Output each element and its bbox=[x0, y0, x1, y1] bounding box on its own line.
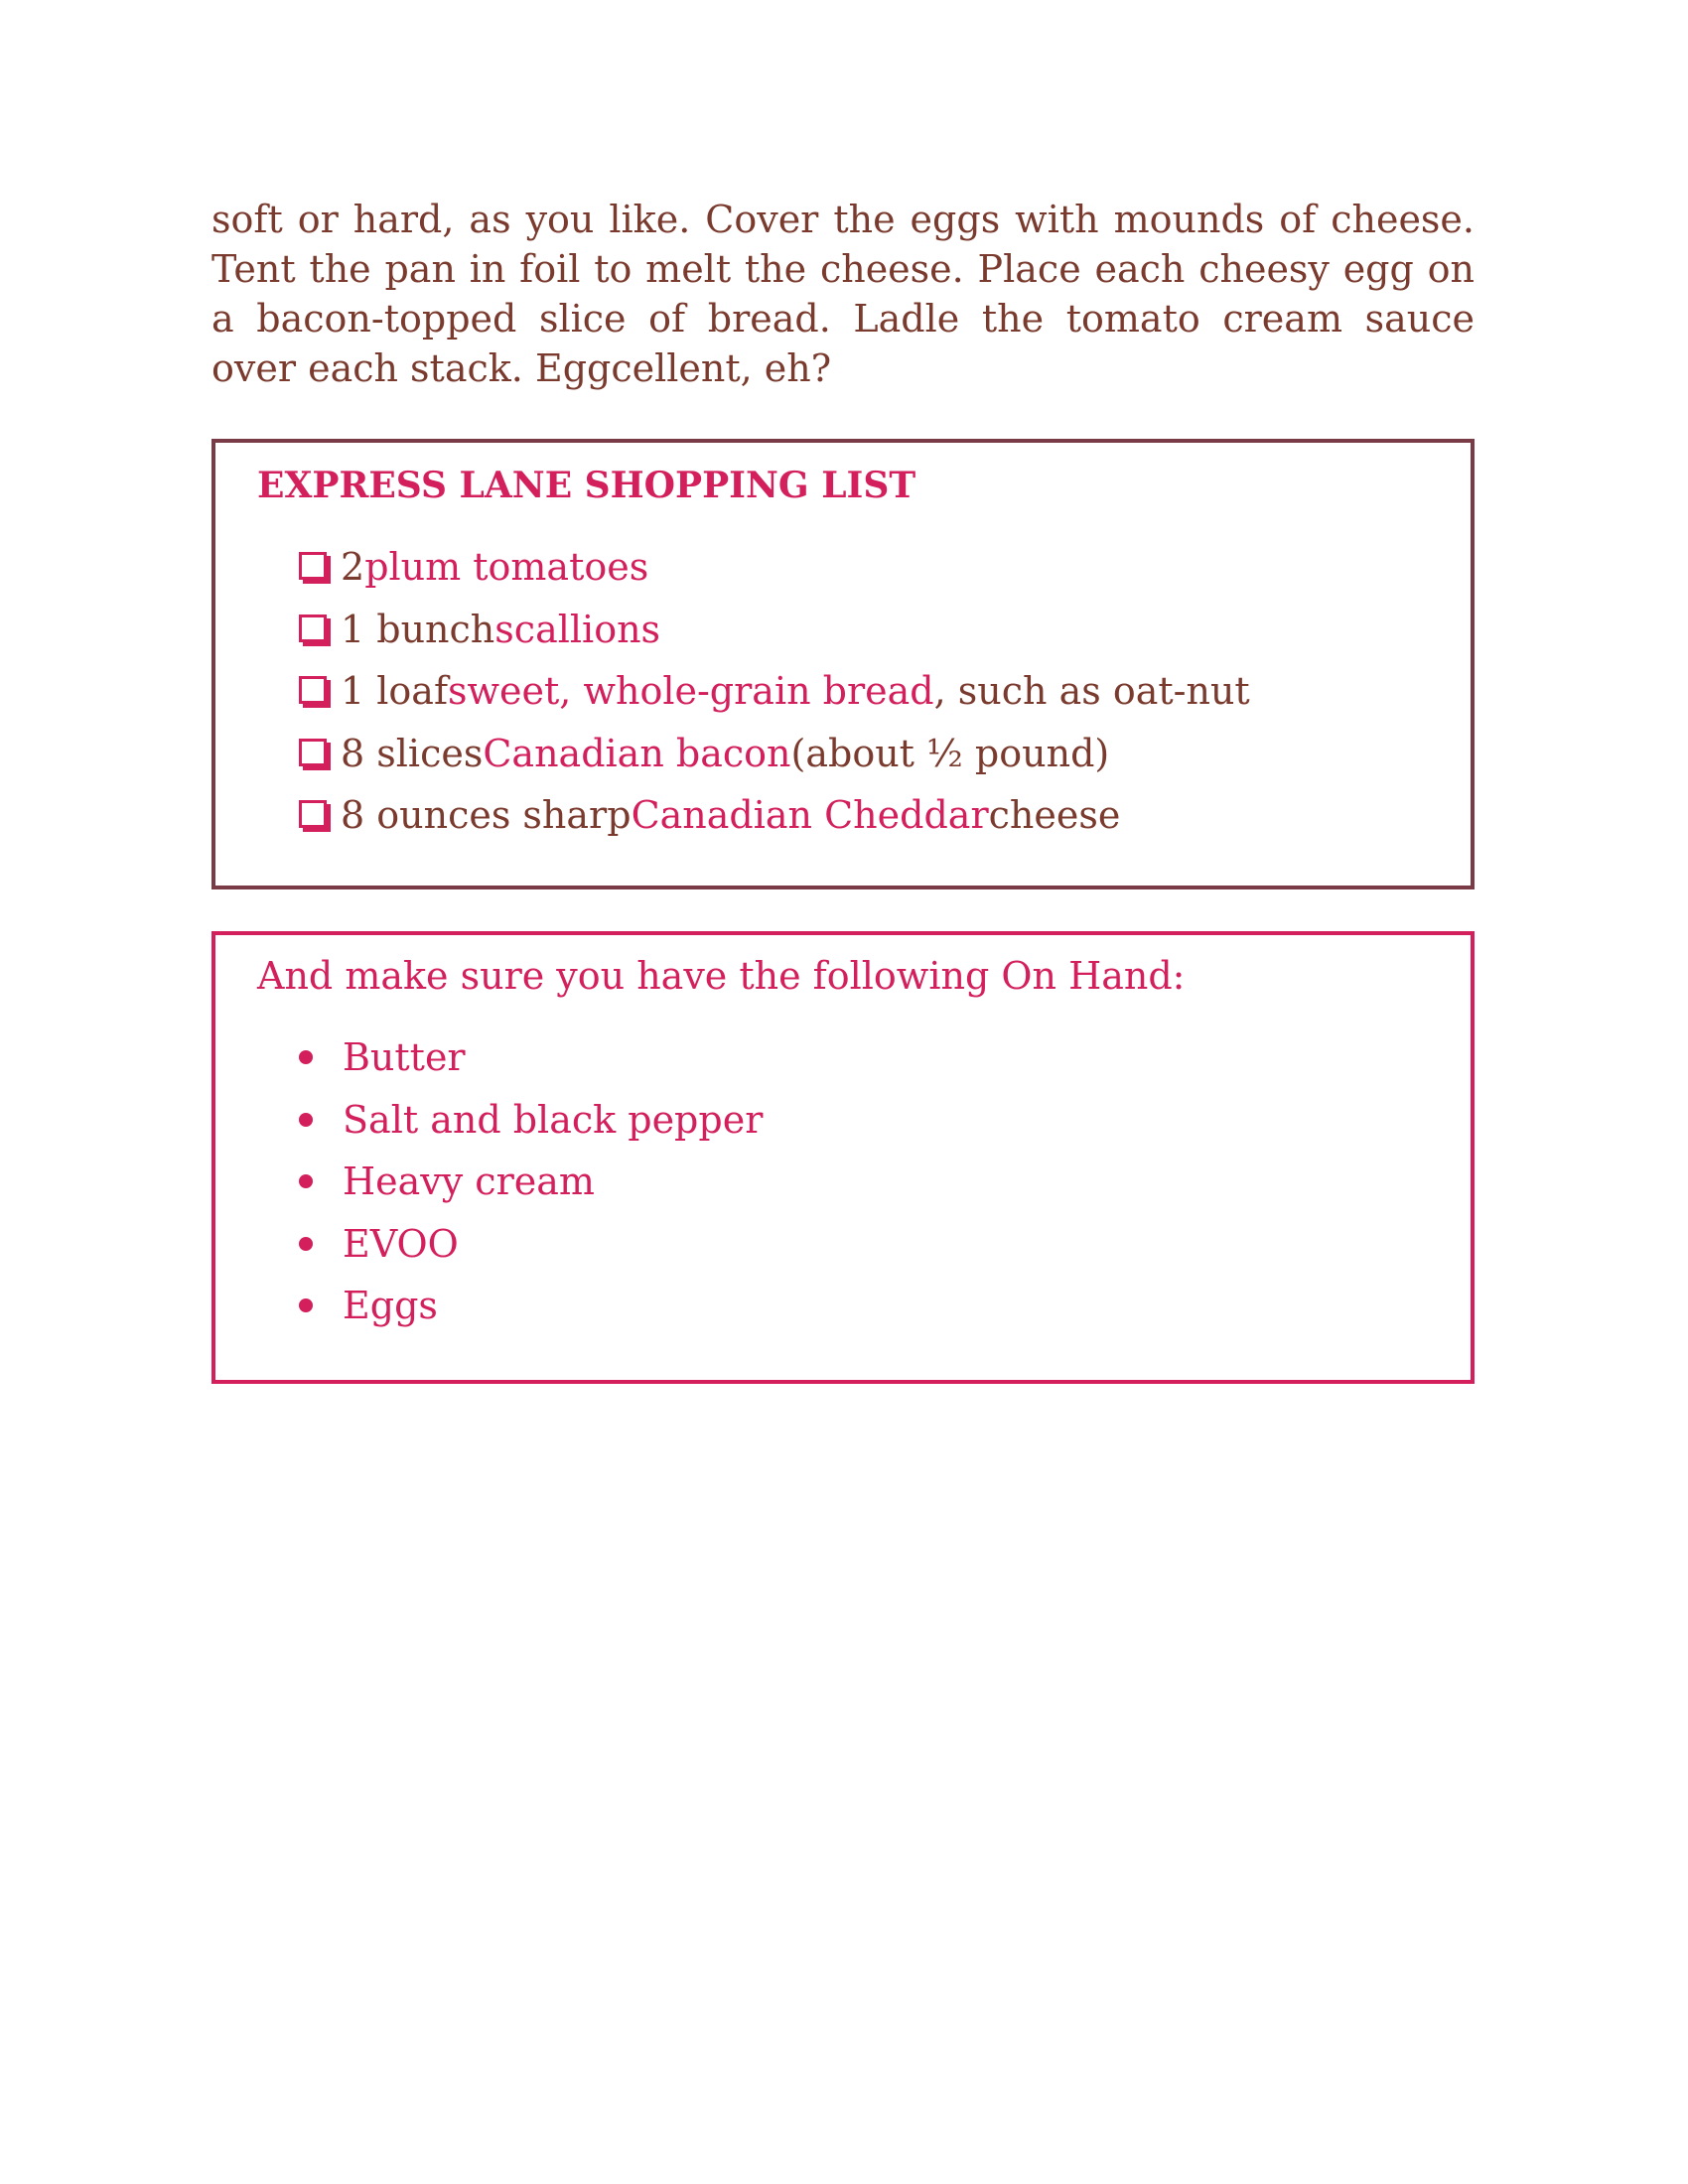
item-quantity: 8 ounces sharp bbox=[341, 793, 632, 837]
shopping-list-item bbox=[299, 784, 1471, 847]
on-hand-title: And make sure you have the following On Hand: bbox=[257, 954, 1186, 998]
on-hand-item-label: Eggs bbox=[343, 1284, 438, 1327]
shopping-list-item bbox=[299, 599, 1471, 661]
item-description: , such as oat-nut bbox=[933, 669, 1250, 713]
on-hand-item bbox=[299, 1089, 1471, 1152]
item-ingredient: sweet, whole-grain bread bbox=[448, 669, 934, 713]
on-hand-item-label: EVOO bbox=[343, 1221, 459, 1266]
item-quantity: 1 bunch bbox=[341, 607, 495, 651]
item-ingredient: Canadian Cheddar bbox=[631, 793, 989, 837]
shopping-list-item bbox=[299, 660, 1471, 723]
shopping-list-item bbox=[299, 723, 1471, 785]
checkbox-icon[interactable] bbox=[299, 614, 327, 642]
bullet-icon bbox=[299, 1174, 313, 1188]
checkbox-icon[interactable] bbox=[299, 676, 327, 704]
shopping-list-item bbox=[299, 536, 1471, 599]
shopping-list bbox=[257, 536, 1471, 847]
shopping-list-title: EXPRESS LANE SHOPPING LIST bbox=[257, 465, 916, 506]
bullet-icon bbox=[299, 1050, 313, 1064]
bullet-icon bbox=[299, 1298, 313, 1312]
checkbox-icon[interactable] bbox=[299, 552, 327, 580]
item-quantity: 1 loaf bbox=[341, 669, 449, 713]
item-quantity: 2 bbox=[341, 545, 365, 589]
item-ingredient: plum tomatoes bbox=[364, 545, 649, 589]
item-quantity: 8 slices bbox=[341, 731, 484, 775]
item-ingredient: scallions bbox=[494, 607, 661, 651]
on-hand-item-label: Butter bbox=[343, 1035, 466, 1079]
bullet-icon bbox=[299, 1113, 313, 1127]
on-hand-list bbox=[257, 1026, 1471, 1337]
item-description: (about ½ pound) bbox=[790, 731, 1110, 775]
on-hand-item-label: Heavy cream bbox=[343, 1160, 595, 1203]
checkbox-icon[interactable] bbox=[299, 800, 327, 828]
on-hand-item bbox=[299, 1026, 1471, 1089]
recipe-paragraph: soft or hard, as you like. Cover the eggs with mounds of cheese. Tent the pan in foil to melt the cheese. Place each cheesy egg on a bacon-topped slice of bread. Ladle the tomato cream sauce over each stack. Eggcellent, eh? bbox=[211, 198, 1475, 390]
on-hand-item bbox=[299, 1213, 1471, 1276]
bullet-icon bbox=[299, 1237, 313, 1251]
item-description: cheese bbox=[988, 793, 1121, 837]
page-content bbox=[211, 195, 1475, 1384]
on-hand-item bbox=[299, 1151, 1471, 1213]
on-hand-item-label: Salt and black pepper bbox=[343, 1097, 764, 1142]
on-hand-box bbox=[211, 931, 1475, 1384]
shopping-list-box bbox=[211, 439, 1475, 889]
item-ingredient: Canadian bacon bbox=[483, 731, 791, 775]
on-hand-item bbox=[299, 1275, 1471, 1337]
checkbox-icon[interactable] bbox=[299, 739, 327, 766]
